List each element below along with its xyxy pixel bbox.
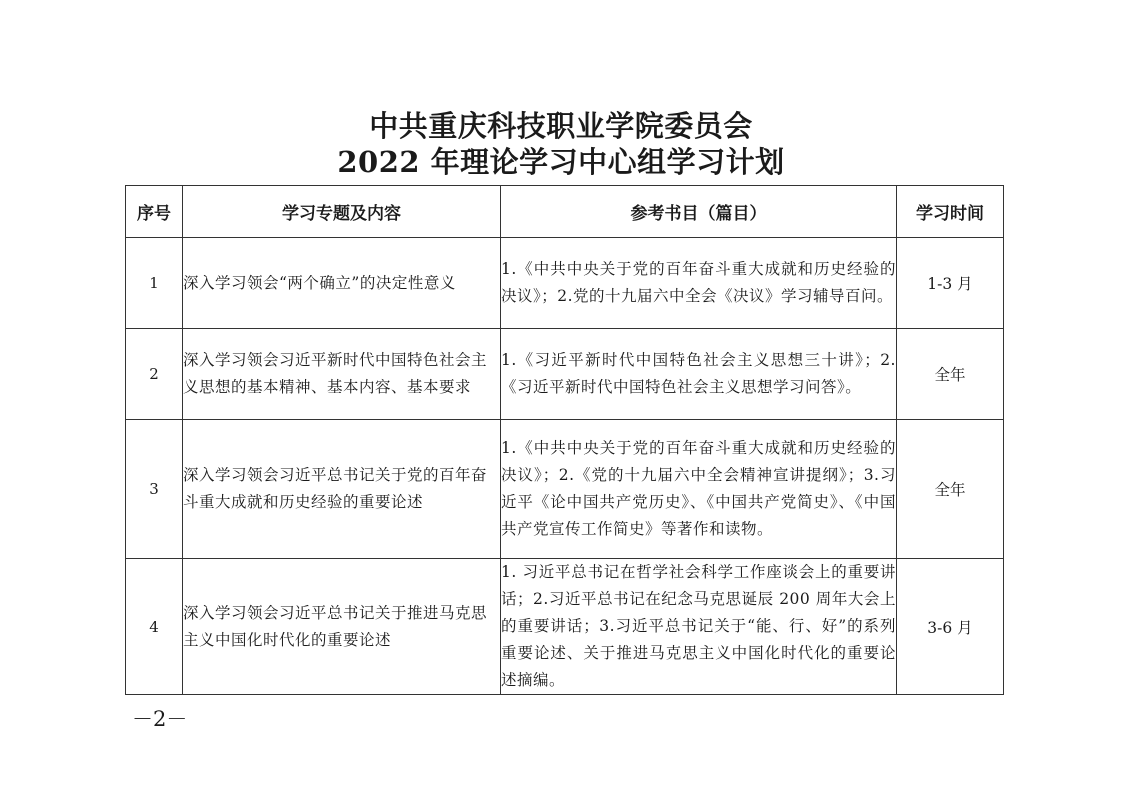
row-topic: 深入学习领会“两个确立”的决定性意义 — [183, 238, 501, 329]
table-row — [126, 559, 1004, 695]
row-time: 3-6 月 — [897, 559, 1004, 695]
row-index: 4 — [126, 559, 183, 695]
study-plan-table — [125, 185, 1004, 695]
row-time: 全年 — [897, 420, 1004, 559]
header-time: 学习时间 — [897, 186, 1004, 238]
table-header-row — [126, 186, 1004, 238]
row-references: 1.《中共中央关于党的百年奋斗重大成就和历史经验的决议》；2.党的十九届六中全会《决议》学习辅导百问。 — [501, 238, 897, 329]
header-index: 序号 — [126, 186, 183, 238]
row-time: 全年 — [897, 329, 1004, 420]
row-references: 1.《中共中央关于党的百年奋斗重大成就和历史经验的决议》；2.《党的十九届六中全会精神宣讲提纲》；3.习近平《论中国共产党历史》、《中国共产党简史》、《中国共产党宣传工作简史》等著作和读物。 — [501, 420, 897, 559]
table-row — [126, 238, 1004, 329]
document-title-line2: 2022 年理论学习中心组学习计划 — [337, 145, 785, 179]
row-index: 1 — [126, 238, 183, 329]
header-references: 参考书目（篇目） — [501, 186, 897, 238]
table-row — [126, 420, 1004, 559]
row-topic: 深入学习领会习近平总书记关于党的百年奋斗重大成就和历史经验的重要论述 — [183, 420, 501, 559]
row-index: 2 — [126, 329, 183, 420]
row-topic: 深入学习领会习近平新时代中国特色社会主义思想的基本精神、基本内容、基本要求 — [183, 329, 501, 420]
row-references: 1. 习近平总书记在哲学社会科学工作座谈会上的重要讲话；2.习近平总书记在纪念马克思诞辰 200 周年大会上的重要讲话；3.习近平总书记关于“能、行、好”的系列重要论述、关于推进马克思主义中国化时代化的重要论述摘编。 — [501, 559, 897, 695]
table-row — [126, 329, 1004, 420]
page-number: －2－ — [132, 707, 188, 731]
row-index: 3 — [126, 420, 183, 559]
row-time: 1-3 月 — [897, 238, 1004, 329]
row-topic: 深入学习领会习近平总书记关于推进马克思主义中国化时代化的重要论述 — [183, 559, 501, 695]
header-topic: 学习专题及内容 — [183, 186, 501, 238]
document-title-line1: 中共重庆科技职业学院委员会 — [369, 109, 753, 143]
row-references: 1.《习近平新时代中国特色社会主义思想三十讲》；2.《习近平新时代中国特色社会主义思想学习问答》。 — [501, 329, 897, 420]
